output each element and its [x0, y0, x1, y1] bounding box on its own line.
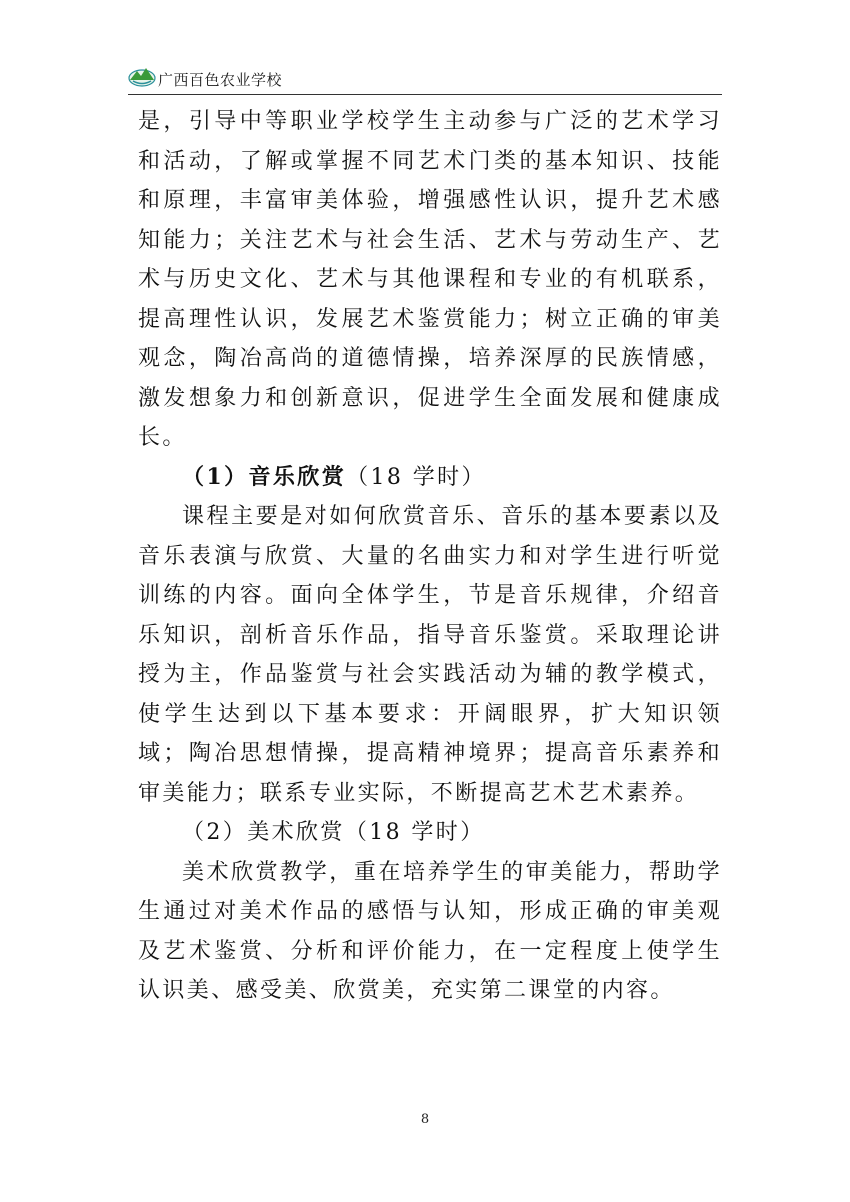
section-hours-art: （18 学时） — [344, 820, 485, 845]
intro-paragraph: 是，引导中等职业学校学生主动参与广泛的艺术学习和活动，了解或掌握不同艺术门类的基本知识、技能和原理，丰富审美体验，增强感性认识，提升艺术感知能力；关注艺术与社会生活、艺术与劳动生产、艺术与历史文化、艺术与其他课程和专业的有机联系，提高理性认识，发展艺术鉴赏能力；树立正确的审美观念，陶冶高尚的道德情操，培养深厚的民族情感，激发想象力和创新意识，促进学生全面发展和健康成长。 — [138, 109, 722, 450]
mountain-logo-icon — [128, 62, 156, 90]
section-heading-art — [138, 813, 722, 853]
art-paragraph: 美术欣赏教学，重在培养学生的审美能力，帮助学生通过对美术作品的感悟与认知，形成正确的审美观及艺术鉴赏、分析和评价能力，在一定程度上使学生认识美、感受美、欣赏美，充实第二课堂的内容。 — [138, 859, 722, 1003]
section-heading-music — [138, 458, 722, 498]
section-hours-music: （18 学时） — [346, 464, 486, 490]
document-body — [138, 102, 722, 1011]
section-title-music: （1）音乐欣赏 — [182, 463, 347, 490]
page-number: 8 — [420, 1112, 430, 1127]
school-name: 广西百色农业学校 — [158, 71, 283, 89]
section-title-art: （2）美术欣赏 — [182, 820, 345, 845]
page-header — [128, 58, 722, 95]
music-paragraph: 课程主要是对如何欣赏音乐、音乐的基本要素以及音乐表演与欣赏、大量的名曲实力和对学生进行听觉训练的内容。面向全体学生，节是音乐规律，介绍音乐知识，剖析音乐作品，指导音乐鉴赏。采取理论讲授为主，作品鉴赏与社会实践活动为辅的教学模式，使学生达到以下基本要求：开阔眼界，扩大知识领域；陶冶思想情操，提高精神境界；提高音乐素养和审美能力；联系专业实际，不断提高艺术艺术素养。 — [138, 504, 722, 806]
